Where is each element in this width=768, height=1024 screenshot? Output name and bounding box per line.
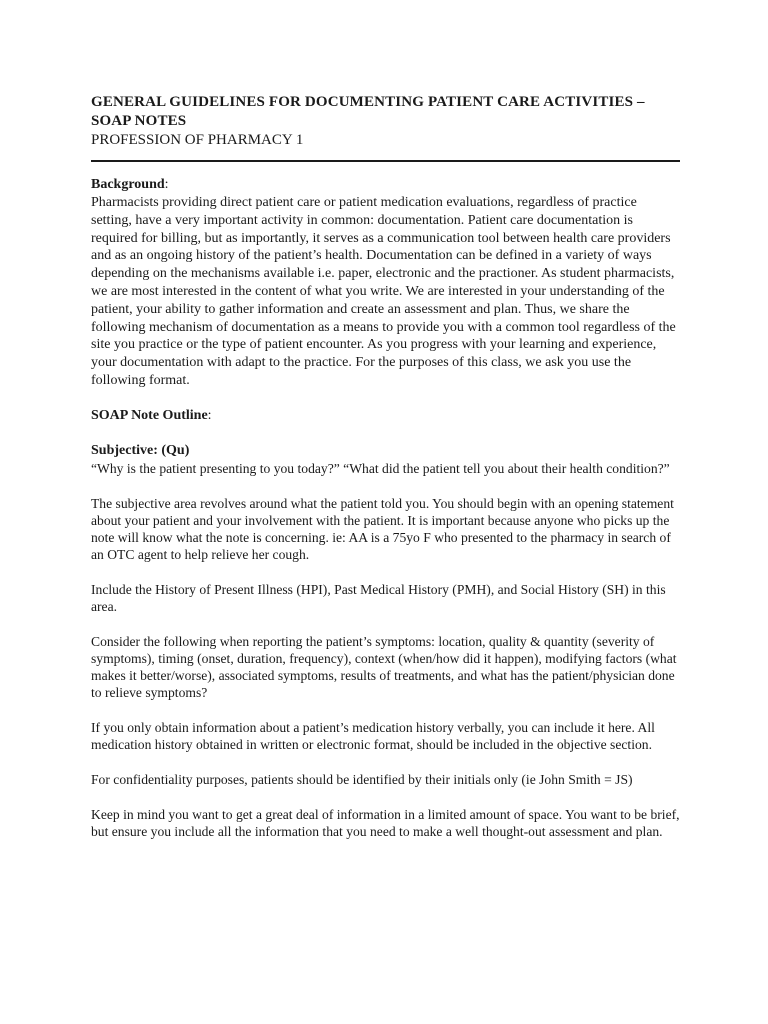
outline-heading-colon: : [207, 407, 212, 423]
subjective-lead-question: “Why is the patient presenting to you today?” “What did the patient tell you about their health condition?” [91, 460, 670, 476]
subjective-paragraph: Consider the following when reporting the patient’s symptoms: location, quality & quantity (severity of symptoms), timing (onset, duration, frequency), context (when/how did it happen), modifying factors (what makes it better/worse), associated symptoms, results of treatments, and what has the patient/physician done to relieve symptoms? [91, 633, 677, 700]
subjective-paragraph: Include the History of Present Illness (HPI), Past Medical History (PMH), and Social History (SH) in this area. [91, 581, 666, 614]
subjective-heading: Subjective: (Qu) [91, 442, 190, 458]
background-heading [91, 176, 680, 194]
document-title: GENERAL GUIDELINES FOR DOCUMENTING PATIENT CARE ACTIVITIES – SOAP NOTES [91, 94, 645, 129]
subjective-paragraph: For confidentiality purposes, patients should be identified by their initials only (ie John Smith = JS) [91, 771, 633, 787]
subjective-paragraph: Keep in mind you want to get a great deal of information in a limited amount of space. You want to be brief, but ensure you include all the information that you need to make a well thought-out assessment and plan. [91, 806, 680, 839]
title-divider [91, 160, 680, 162]
background-heading-colon: : [164, 177, 169, 192]
subjective-paragraph: The subjective area revolves around what the patient told you. You should begin with an opening statement about your patient and your involvement with the patient. It is important because anyone who picks up the note will know what the note is concerning. ie: AA is a 75yo F who presented to the pharmacy in search of an OTC agent to help relieve her cough. [91, 495, 674, 562]
outline-heading-label: SOAP Note Outline [91, 407, 208, 423]
document-subtitle: PROFESSION OF PHARMACY 1 [91, 132, 304, 148]
outline-heading [91, 407, 680, 425]
background-paragraph: Pharmacists providing direct patient care or patient medication evaluations, regardless of practice setting, have a very important activity in common: documentation. Patient care documentation is required for billing, but as importantly, it serves as a communication tool between health care providers and as an ongoing history of the patient’s health. Documentation can be defined in a variety of ways depending on the mechanisms available i.e. paper, electronic and the practioner. As student pharmacists, we are most interested in the content of what you write. We are interested in your understanding of the patient, your ability to gather information and create an assessment and plan. Thus, we share the following mechanism of documentation as a means to provide you with a common tool regardless of the site you practice or the type of patient encounter. As you progress with your learning and experience, your documentation with adapt to the practice. For the purposes of this class, we ask you use the following format. [91, 195, 676, 388]
background-heading-label: Background [91, 177, 165, 192]
subjective-paragraph: If you only obtain information about a patient’s medication history verbally, you can include it here. All medication history obtained in written or electronic format, should be included in the objective section. [91, 719, 655, 752]
